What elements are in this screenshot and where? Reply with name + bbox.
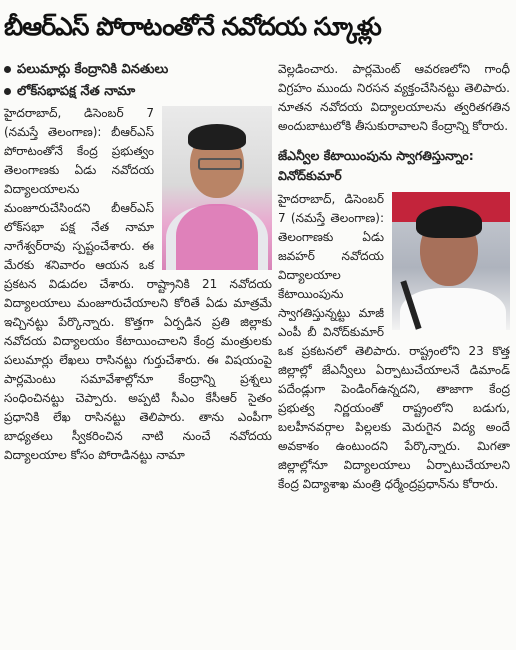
- nama-nageswara-rao-photo: [162, 106, 272, 270]
- vinod-kumar-photo: [392, 192, 510, 330]
- article-continuation: వెల్లడించారు. పార్లమెంట్ ఆవరణలోని గాంధీ విగ్రహం ముందు నిరసన వ్యక్తంచేసినట్టు తెలిపారు. నూతన నవోదయ విద్యాలయాలను త్వరితగతిన అందుబాటులోకి తీసుకురావాలని కేంద్రాన్ని కోరారు.: [278, 62, 510, 133]
- right-column: [278, 60, 510, 494]
- sub-headline: జేఎన్వీల కేటాయింపును స్వాగతిస్తున్నాం: వినోద్‌కుమార్: [278, 148, 474, 183]
- bullet-point: లోక్‌సభాపక్ష నేత నామా: [4, 82, 272, 102]
- bullet-point: పలుమార్లు కేంద్రానికి వినతులు: [4, 60, 272, 80]
- article-body-2: హైదరాబాద్, డిసెంబర్ 7 (నమస్తే తెలంగాణ): తెలంగాణకు ఏడు జవహర్ నవోదయ విద్యాలయాల కేటాయింపును స్వాగతిస్తున్నట్టు మాజీ ఎంపీ బీ వినోద్‌కుమార్ ఒక ప్రకటనలో తెలిపారు. రాష్ట్రంలోని 23 కొత్త జిల్లాల్లో జేఎన్వీలు ఏర్పాటుచేయాలనే డిమాండ్ పదేండ్లుగా పెండింగ్‌ఉన్నదని, తాజాగా కేంద్ర ప్రభుత్వ నిర్ణయంతో రాష్ట్రంలోని బడుగు, బలహీనవర్గాల పిల్లలకు మెరుగైన విద్య అందే అవకాశం ఉంటుందని పేర్కొన్నారు. మిగతా జిల్లాల్లోనూ విద్యాలయాలు ఏర్పాటుచేయాలని కేంద్ర విద్యాశాఖ మంత్రి ధర్మేంద్రప్రధాన్‌ను కోరారు.: [278, 192, 510, 491]
- article-body: హైదరాబాద్, డిసెంబర్ 7 (నమస్తే తెలంగాణ): బీఆర్ఎస్ పోరాటంతోనే కేంద్ర ప్రభుత్వం తెలంగాణకు ఏడు నవోదయ విద్యాలయాలను మంజూరుచేసిందని బీఆర్ఎస్ లోక్‌సభా పక్ష నేత నామా నాగేశ్వర్‌రావు స్పష్టంచేశారు. ఈ మేరకు శనివారం ఆయన ఒక ప్రకటన విడుదల చేశారు. రాష్ట్రానికి 21 నవోదయ విద్యాలయాలు మంజూరుచేయాలని కోరితే ఏడు మాత్రమే ఇచ్చినట్టు పేర్కొన్నారు. కొత్తగా ఏర్పడిన ప్రతి జిల్లాకు నవోదయ విద్యాలయం కేటాయించాలని కేంద్ర మంత్రులకు పలుమార్లు లేఖలు రాసినట్టు గుర్తుచేశారు. ఈ విషయంపై పార్లమెంటు సమావేశాల్లోనూ కేంద్రాన్ని ప్రశ్నలు సంధించినట్టు చెప్పారు. అప్పటి సీఎం కేసీఆర్ సైతం ప్రధానికి లేఖ రాసినట్టు తెలిపారు. తాను ఎంపీగా బాధ్యతలు స్వీకరించిన నాటి నుంచే నవోదయ విద్యాలయాల కోసం పోరాడినట్టు నామా: [4, 106, 272, 462]
- headline: బీఆర్ఎస్ పోరాటంతోనే నవోదయ స్కూళ్లు: [4, 12, 381, 41]
- bullet-dot-icon: [4, 66, 11, 73]
- bullet-dot-icon: [4, 88, 11, 95]
- left-column: [4, 60, 272, 465]
